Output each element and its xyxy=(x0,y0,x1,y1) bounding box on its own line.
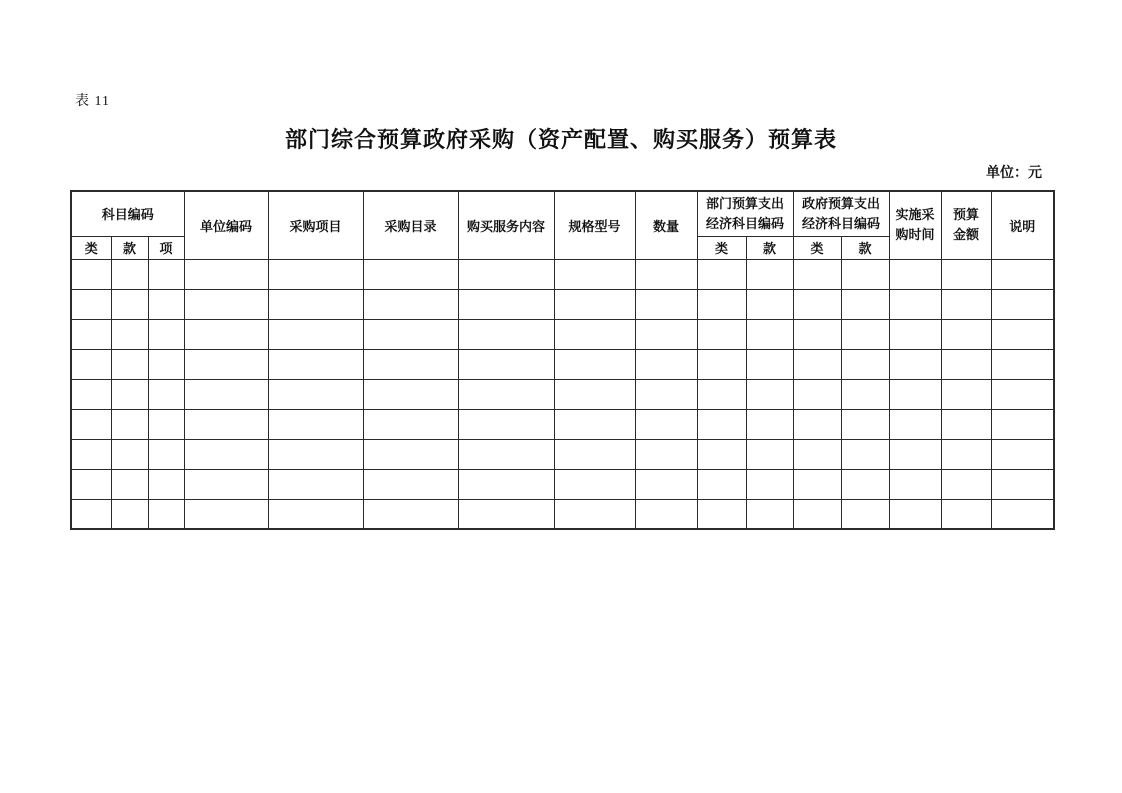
empty-cell xyxy=(746,379,793,409)
empty-cell xyxy=(148,409,184,439)
empty-cell xyxy=(184,289,268,319)
empty-cell xyxy=(746,349,793,379)
empty-cell xyxy=(71,259,111,289)
empty-cell xyxy=(268,469,363,499)
header-budget-amount-line2: 金额 xyxy=(953,227,980,243)
header-procurement-project: 采购项目 xyxy=(268,191,363,259)
empty-cell xyxy=(363,289,458,319)
empty-cell xyxy=(148,319,184,349)
empty-cell xyxy=(554,469,635,499)
empty-cell xyxy=(148,379,184,409)
table-body xyxy=(71,259,1054,529)
empty-row xyxy=(71,259,1054,289)
empty-cell xyxy=(111,469,148,499)
subheader-dept-kuan: 款 xyxy=(746,236,793,259)
empty-cell xyxy=(941,349,991,379)
empty-cell xyxy=(268,319,363,349)
empty-cell xyxy=(635,469,697,499)
empty-cell xyxy=(635,409,697,439)
empty-cell xyxy=(635,439,697,469)
empty-row xyxy=(71,469,1054,499)
empty-cell xyxy=(793,499,841,529)
empty-cell xyxy=(991,409,1054,439)
empty-cell xyxy=(746,469,793,499)
empty-cell xyxy=(71,289,111,319)
header-budget-amount xyxy=(941,191,991,259)
empty-cell xyxy=(889,409,941,439)
empty-cell xyxy=(111,409,148,439)
empty-cell xyxy=(458,379,554,409)
header-dept-econ-code-line2: 经济科目编码 xyxy=(706,215,785,231)
empty-cell xyxy=(71,409,111,439)
header-procurement-catalog: 采购目录 xyxy=(363,191,458,259)
empty-cell xyxy=(184,469,268,499)
empty-cell xyxy=(889,439,941,469)
empty-cell xyxy=(554,289,635,319)
empty-cell xyxy=(148,439,184,469)
empty-cell xyxy=(554,439,635,469)
empty-cell xyxy=(841,259,889,289)
empty-cell xyxy=(697,499,746,529)
empty-row xyxy=(71,319,1054,349)
empty-cell xyxy=(841,319,889,349)
empty-cell xyxy=(793,259,841,289)
empty-cell xyxy=(458,469,554,499)
empty-cell xyxy=(793,409,841,439)
subheader-subject-kuan: 款 xyxy=(111,236,148,259)
empty-cell xyxy=(458,409,554,439)
empty-cell xyxy=(458,289,554,319)
empty-cell xyxy=(889,379,941,409)
empty-cell xyxy=(841,439,889,469)
empty-cell xyxy=(941,409,991,439)
header-remarks: 说明 xyxy=(991,191,1054,259)
empty-cell xyxy=(111,259,148,289)
empty-cell xyxy=(363,439,458,469)
empty-cell xyxy=(793,289,841,319)
empty-cell xyxy=(991,319,1054,349)
empty-cell xyxy=(841,409,889,439)
unit-label: 单位：元 xyxy=(986,166,1042,181)
empty-cell xyxy=(111,319,148,349)
empty-cell xyxy=(991,469,1054,499)
header-budget-amount-line1: 预算 xyxy=(953,207,980,223)
header-gov-econ-code-line1: 政府预算支出 xyxy=(802,195,881,211)
empty-cell xyxy=(793,439,841,469)
empty-cell xyxy=(554,349,635,379)
empty-cell xyxy=(148,259,184,289)
empty-cell xyxy=(363,379,458,409)
empty-cell xyxy=(268,349,363,379)
header-implementation-time-line1: 实施采 xyxy=(895,207,935,223)
empty-cell xyxy=(458,259,554,289)
table-number-label: 表 11 xyxy=(75,94,110,109)
empty-cell xyxy=(554,319,635,349)
empty-cell xyxy=(111,499,148,529)
empty-cell xyxy=(697,349,746,379)
empty-cell xyxy=(148,289,184,319)
empty-cell xyxy=(635,349,697,379)
empty-cell xyxy=(184,349,268,379)
empty-cell xyxy=(111,439,148,469)
header-specification-model: 规格型号 xyxy=(554,191,635,259)
empty-cell xyxy=(363,319,458,349)
empty-cell xyxy=(458,349,554,379)
empty-cell xyxy=(111,379,148,409)
empty-cell xyxy=(746,409,793,439)
empty-cell xyxy=(793,349,841,379)
empty-cell xyxy=(889,499,941,529)
empty-cell xyxy=(184,319,268,349)
empty-cell xyxy=(458,499,554,529)
empty-cell xyxy=(111,289,148,319)
empty-cell xyxy=(71,319,111,349)
empty-cell xyxy=(793,469,841,499)
subheader-dept-lei: 类 xyxy=(697,236,746,259)
empty-cell xyxy=(635,259,697,289)
empty-cell xyxy=(697,439,746,469)
empty-cell xyxy=(363,409,458,439)
empty-row xyxy=(71,379,1054,409)
empty-cell xyxy=(363,259,458,289)
header-gov-econ-code xyxy=(793,191,889,236)
empty-cell xyxy=(554,379,635,409)
empty-cell xyxy=(148,349,184,379)
empty-cell xyxy=(268,409,363,439)
empty-row xyxy=(71,499,1054,529)
header-purchase-service-content: 购买服务内容 xyxy=(458,191,554,259)
empty-row xyxy=(71,439,1054,469)
empty-cell xyxy=(554,409,635,439)
empty-cell xyxy=(889,289,941,319)
subheader-subject-xiang: 项 xyxy=(148,236,184,259)
empty-cell xyxy=(184,499,268,529)
header-subject-code: 科目编码 xyxy=(71,191,184,236)
empty-cell xyxy=(184,439,268,469)
empty-cell xyxy=(148,469,184,499)
empty-row xyxy=(71,289,1054,319)
empty-cell xyxy=(889,259,941,289)
empty-cell xyxy=(746,439,793,469)
empty-cell xyxy=(71,439,111,469)
empty-cell xyxy=(363,469,458,499)
empty-cell xyxy=(841,349,889,379)
empty-cell xyxy=(941,259,991,289)
empty-cell xyxy=(991,349,1054,379)
empty-cell xyxy=(991,289,1054,319)
empty-cell xyxy=(697,289,746,319)
empty-cell xyxy=(184,409,268,439)
empty-cell xyxy=(635,379,697,409)
empty-cell xyxy=(889,469,941,499)
empty-cell xyxy=(458,439,554,469)
subheader-gov-lei: 类 xyxy=(793,236,841,259)
empty-cell xyxy=(458,319,554,349)
empty-cell xyxy=(991,259,1054,289)
empty-cell xyxy=(841,379,889,409)
empty-cell xyxy=(793,319,841,349)
empty-cell xyxy=(889,349,941,379)
empty-cell xyxy=(554,259,635,289)
empty-cell xyxy=(941,289,991,319)
empty-cell xyxy=(793,379,841,409)
header-dept-econ-code-line1: 部门预算支出 xyxy=(706,195,785,211)
header-quantity: 数量 xyxy=(635,191,697,259)
empty-cell xyxy=(841,469,889,499)
empty-cell xyxy=(697,319,746,349)
empty-cell xyxy=(111,349,148,379)
empty-cell xyxy=(71,349,111,379)
header-unit-code: 单位编码 xyxy=(184,191,268,259)
empty-cell xyxy=(363,499,458,529)
empty-cell xyxy=(941,379,991,409)
empty-cell xyxy=(991,439,1054,469)
empty-cell xyxy=(71,499,111,529)
empty-cell xyxy=(697,259,746,289)
empty-cell xyxy=(268,259,363,289)
empty-cell xyxy=(941,469,991,499)
empty-cell xyxy=(941,499,991,529)
empty-cell xyxy=(635,499,697,529)
header-gov-econ-code-line2: 经济科目编码 xyxy=(802,215,881,231)
empty-row xyxy=(71,409,1054,439)
empty-cell xyxy=(746,289,793,319)
subheader-subject-lei: 类 xyxy=(71,236,111,259)
empty-cell xyxy=(268,379,363,409)
empty-row xyxy=(71,349,1054,379)
empty-cell xyxy=(268,289,363,319)
empty-cell xyxy=(268,499,363,529)
table-header xyxy=(71,191,1054,259)
empty-cell xyxy=(71,469,111,499)
empty-cell xyxy=(268,439,363,469)
empty-cell xyxy=(697,469,746,499)
empty-cell xyxy=(697,379,746,409)
header-implementation-time-line2: 购时间 xyxy=(895,227,935,243)
empty-cell xyxy=(635,289,697,319)
empty-cell xyxy=(148,499,184,529)
empty-cell xyxy=(941,439,991,469)
empty-cell xyxy=(746,319,793,349)
budget-table xyxy=(70,190,1055,530)
header-implementation-time xyxy=(889,191,941,259)
empty-cell xyxy=(746,499,793,529)
empty-cell xyxy=(635,319,697,349)
empty-cell xyxy=(71,379,111,409)
empty-cell xyxy=(941,319,991,349)
empty-cell xyxy=(841,289,889,319)
empty-cell xyxy=(554,499,635,529)
empty-cell xyxy=(746,259,793,289)
empty-cell xyxy=(184,379,268,409)
subheader-gov-kuan: 款 xyxy=(841,236,889,259)
header-dept-econ-code xyxy=(697,191,793,236)
empty-cell xyxy=(889,319,941,349)
empty-cell xyxy=(363,349,458,379)
empty-cell xyxy=(697,409,746,439)
empty-cell xyxy=(991,499,1054,529)
empty-cell xyxy=(184,259,268,289)
empty-cell xyxy=(991,379,1054,409)
empty-cell xyxy=(841,499,889,529)
page-title: 部门综合预算政府采购（资产配置、购买服务）预算表 xyxy=(284,127,837,152)
